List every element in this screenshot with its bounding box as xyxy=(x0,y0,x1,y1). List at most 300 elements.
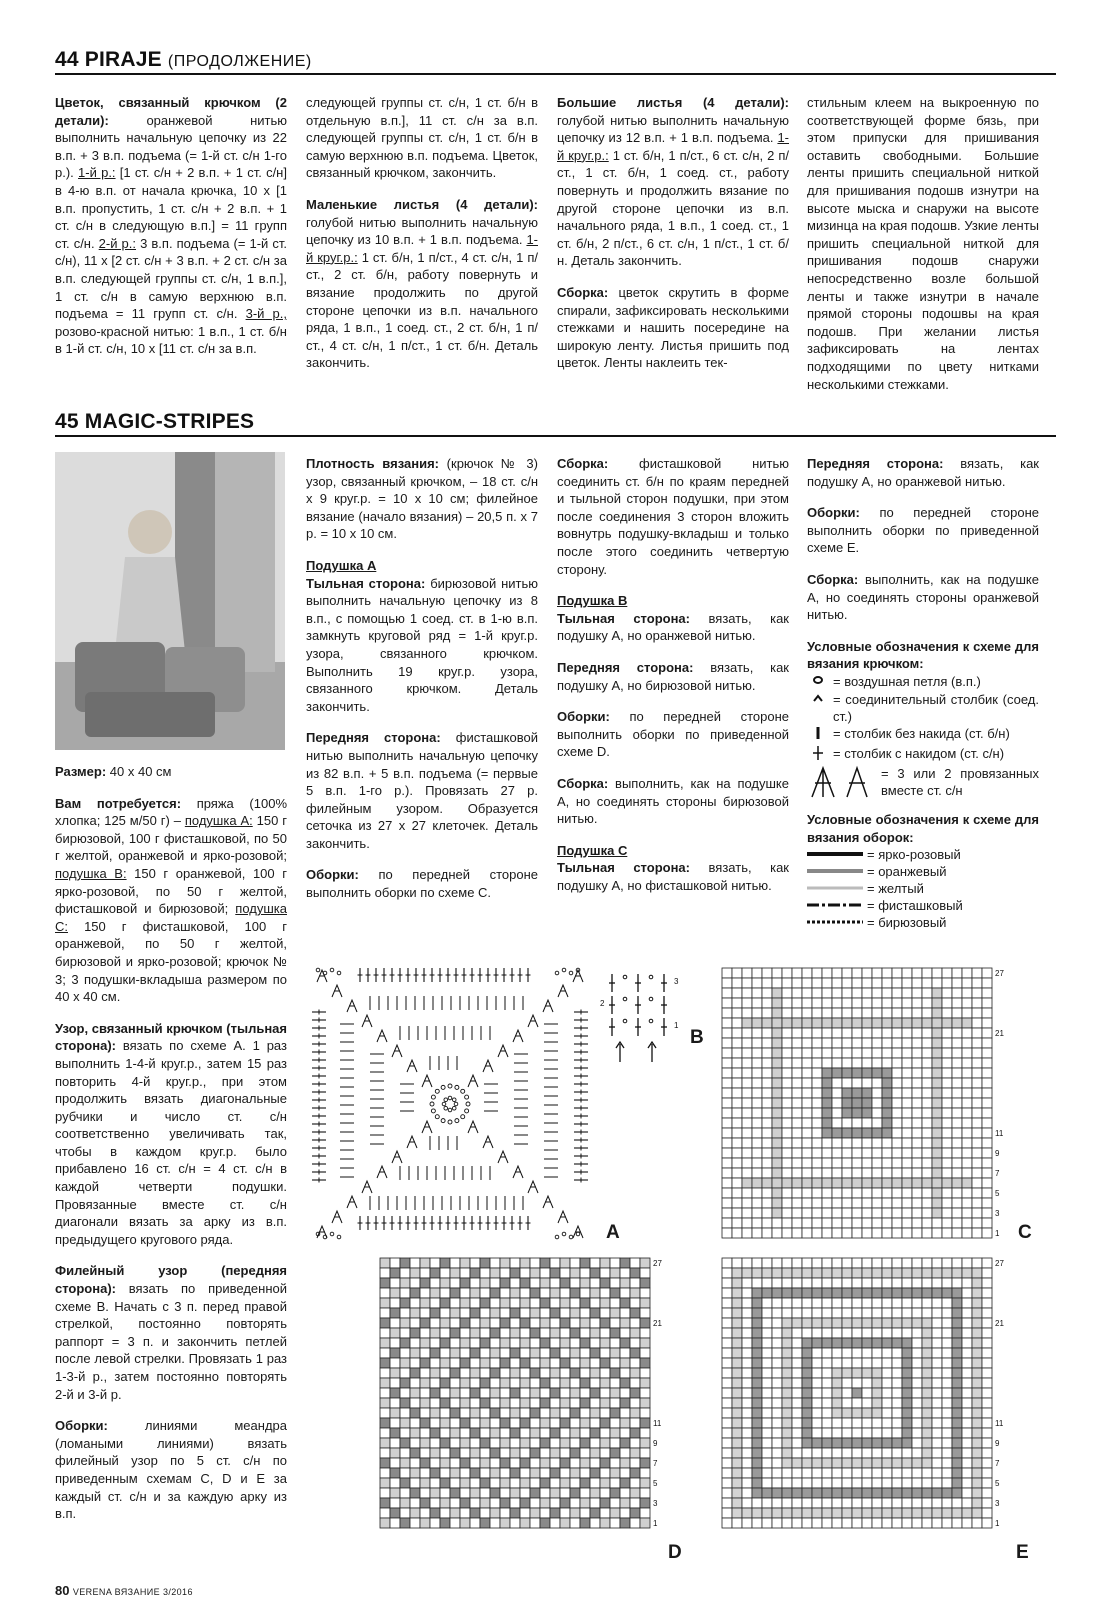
grid-cell xyxy=(570,1358,580,1368)
grid-cell xyxy=(772,1208,782,1218)
grid-cell xyxy=(580,1518,590,1528)
grid-cell xyxy=(510,1298,520,1308)
grid-cell xyxy=(822,1148,832,1158)
grid-cell xyxy=(802,1418,812,1428)
grid-cell xyxy=(832,1158,842,1168)
legend-line-row xyxy=(807,863,1039,880)
grid-cell xyxy=(470,1278,480,1288)
grid-cell xyxy=(500,1368,510,1378)
grid-cell xyxy=(962,1068,972,1078)
legend-line-row xyxy=(807,897,1039,914)
grid-cell xyxy=(922,1488,932,1498)
grid-cell xyxy=(410,1458,420,1468)
grid-cell xyxy=(722,1498,732,1508)
grid-cell xyxy=(742,1308,752,1318)
grid-cell xyxy=(490,1498,500,1508)
dc-cluster-symbol xyxy=(558,985,568,997)
grid-cell xyxy=(460,1398,470,1408)
grid-cell xyxy=(812,1288,822,1298)
grid-cell xyxy=(962,1158,972,1168)
grid-cell xyxy=(772,1058,782,1068)
grid-cell xyxy=(540,1318,550,1328)
grid-cell xyxy=(862,1438,872,1448)
grid-cell xyxy=(460,1418,470,1428)
grid-cell xyxy=(742,1228,752,1238)
grid-cell xyxy=(932,1128,942,1138)
grid-cell xyxy=(872,978,882,988)
grid-cell xyxy=(942,1318,952,1328)
grid-cell xyxy=(600,1428,610,1438)
grid-cell xyxy=(400,1418,410,1428)
grid-cell xyxy=(510,1458,520,1468)
grid-cell xyxy=(630,1328,640,1338)
grid-cell xyxy=(972,1148,982,1158)
grid-cell xyxy=(782,1428,792,1438)
grid-cell xyxy=(520,1408,530,1418)
grid-cell xyxy=(440,1498,450,1508)
grid-cell xyxy=(972,1028,982,1038)
grid-cell xyxy=(912,1508,922,1518)
grid-cell xyxy=(872,1268,882,1278)
grid-cell xyxy=(430,1278,440,1288)
grid-cell xyxy=(922,1078,932,1088)
grid-cell xyxy=(962,1148,972,1158)
grid-cell xyxy=(480,1398,490,1408)
grid-cell xyxy=(982,1028,992,1038)
grid-cell xyxy=(560,1398,570,1408)
grid-cell xyxy=(580,1478,590,1488)
grid-cell xyxy=(822,1118,832,1128)
grid-cell xyxy=(842,988,852,998)
grid-cell xyxy=(882,998,892,1008)
grid-cell xyxy=(962,1408,972,1418)
grid-cell xyxy=(812,1138,822,1148)
grid-cell xyxy=(640,1308,650,1318)
grid-cell xyxy=(640,1418,650,1428)
grid-cell xyxy=(490,1348,500,1358)
grid-cell xyxy=(410,1418,420,1428)
grid-cell xyxy=(832,1318,842,1328)
grid-cell xyxy=(832,1428,842,1438)
grid-cell xyxy=(852,1358,862,1368)
grid-cell xyxy=(852,1398,862,1408)
grid-cell xyxy=(892,1278,902,1288)
chain-symbol xyxy=(435,1089,439,1093)
grid-cell xyxy=(440,1278,450,1288)
row-number: 7 xyxy=(995,1459,1000,1468)
grid-cell xyxy=(782,1128,792,1138)
grid-cell xyxy=(722,1318,732,1328)
grid-cell xyxy=(872,1148,882,1158)
grid-cell xyxy=(530,1398,540,1408)
grid-cell xyxy=(400,1438,410,1448)
grid-cell xyxy=(732,1258,742,1268)
grid-cell xyxy=(410,1328,420,1338)
grid-cell xyxy=(912,1358,922,1368)
legend-text: = ярко-розовый xyxy=(867,847,961,863)
grid-cell xyxy=(872,1108,882,1118)
grid-cell xyxy=(630,1458,640,1468)
grid-cell xyxy=(430,1268,440,1278)
grid-cell xyxy=(802,978,812,988)
grid-cell xyxy=(380,1388,390,1398)
grid-cell xyxy=(630,1428,640,1438)
grid-cell xyxy=(530,1268,540,1278)
chain-symbol xyxy=(576,1232,580,1236)
grid-cell xyxy=(822,1158,832,1168)
grid-cell xyxy=(580,1398,590,1408)
grid-cell xyxy=(400,1318,410,1328)
chain-symbol xyxy=(555,1235,559,1239)
grid-cell xyxy=(470,1438,480,1448)
grid-cell xyxy=(570,1258,580,1268)
grid-cell xyxy=(942,1058,952,1068)
grid-cell xyxy=(912,1008,922,1018)
grid-cell xyxy=(912,968,922,978)
grid-cell xyxy=(620,1378,630,1388)
grid-cell xyxy=(742,1028,752,1038)
grid-cell xyxy=(812,1338,822,1348)
grid-cell xyxy=(802,1208,812,1218)
grid-cell xyxy=(732,1128,742,1138)
grid-cell xyxy=(902,1168,912,1178)
grid-cell xyxy=(942,1298,952,1308)
grid-cell xyxy=(420,1308,430,1318)
grid-cell xyxy=(792,1408,802,1418)
grid-cell xyxy=(590,1358,600,1368)
grid-cell xyxy=(852,1058,862,1068)
grid-cell xyxy=(932,1458,942,1468)
grid-cell xyxy=(590,1348,600,1358)
grid-cell xyxy=(832,1128,842,1138)
grid-cell xyxy=(982,1318,992,1328)
grid-cell xyxy=(902,1368,912,1378)
grid-cell xyxy=(902,1328,912,1338)
grid-cell xyxy=(852,1338,862,1348)
grid-cell xyxy=(962,1268,972,1278)
grid-cell xyxy=(972,1278,982,1288)
grid-cell xyxy=(762,1108,772,1118)
grid-cell xyxy=(732,1448,742,1458)
grid-cell xyxy=(540,1258,550,1268)
dc-cluster-symbol xyxy=(558,1211,568,1223)
grid-cell xyxy=(390,1518,400,1528)
grid-cell xyxy=(792,1108,802,1118)
grid-cell xyxy=(530,1298,540,1308)
grid-cell xyxy=(570,1508,580,1518)
grid-cell xyxy=(440,1288,450,1298)
grid-cell xyxy=(530,1278,540,1288)
grid-cell xyxy=(832,1088,842,1098)
grid-cell xyxy=(722,1158,732,1168)
grid-cell xyxy=(972,1418,982,1428)
grid-cell xyxy=(802,1508,812,1518)
grid-cell xyxy=(600,1278,610,1288)
grid-cell xyxy=(772,1098,782,1108)
grid-cell xyxy=(520,1438,530,1448)
legend-text: = 3 или 2 провязанных вместе ст. с/н xyxy=(881,765,1039,798)
grid-cell xyxy=(972,1208,982,1218)
grid-cell xyxy=(912,1068,922,1078)
grid-cell xyxy=(912,988,922,998)
grid-cell xyxy=(742,1278,752,1288)
grid-cell xyxy=(832,1058,842,1068)
grid-cell xyxy=(490,1448,500,1458)
chain-symbol xyxy=(569,971,573,975)
grid-cell xyxy=(852,1468,862,1478)
grid-cell xyxy=(610,1348,620,1358)
grid-cell xyxy=(852,1458,862,1468)
grid-cell xyxy=(732,1088,742,1098)
grid-cell xyxy=(812,1218,822,1228)
grid-cell xyxy=(872,1348,882,1358)
grid-cell xyxy=(902,988,912,998)
grid-cell xyxy=(892,1348,902,1358)
grid-cell xyxy=(892,1188,902,1198)
grid-cell xyxy=(722,1228,732,1238)
grid-cell xyxy=(490,1358,500,1368)
grid-cell xyxy=(550,1298,560,1308)
grid-cell xyxy=(892,1118,902,1128)
grid-cell xyxy=(390,1328,400,1338)
grid-cell xyxy=(822,1258,832,1268)
grid-cell xyxy=(812,1188,822,1198)
grid-cell xyxy=(550,1348,560,1358)
grid-cell xyxy=(722,1408,732,1418)
grid-cell xyxy=(762,1228,772,1238)
grid-cell xyxy=(640,1448,650,1458)
grid-cell xyxy=(932,1028,942,1038)
grid-cell xyxy=(762,1208,772,1218)
grid-cell xyxy=(500,1478,510,1488)
grid-cell xyxy=(852,1198,862,1208)
grid-cell xyxy=(390,1308,400,1318)
chart-d-label: D xyxy=(668,1542,682,1563)
grid-cell xyxy=(812,1348,822,1358)
grid-cell xyxy=(982,1158,992,1168)
grid-cell xyxy=(982,1328,992,1338)
grid-cell xyxy=(962,1488,972,1498)
grid-cell xyxy=(822,1228,832,1238)
grid-cell xyxy=(852,1288,862,1298)
grid-cell xyxy=(902,1198,912,1208)
grid-cell xyxy=(600,1368,610,1378)
grid-cell xyxy=(400,1268,410,1278)
grid-cell xyxy=(822,1318,832,1328)
grid-cell xyxy=(982,1468,992,1478)
grid-cell xyxy=(590,1278,600,1288)
grid-cell xyxy=(802,1338,812,1348)
grid-cell xyxy=(842,998,852,1008)
grid-cell xyxy=(942,1338,952,1348)
grid-cell xyxy=(490,1478,500,1488)
grid-cell xyxy=(922,1108,932,1118)
grid-cell xyxy=(772,988,782,998)
grid-cell xyxy=(812,1518,822,1528)
grid-cell xyxy=(630,1518,640,1528)
grid-cell xyxy=(892,1338,902,1348)
grid-cell xyxy=(590,1418,600,1428)
grid-cell xyxy=(570,1298,580,1308)
grid-cell xyxy=(802,1088,812,1098)
grid-cell xyxy=(440,1458,450,1468)
grid-cell xyxy=(962,1188,972,1198)
grid-cell xyxy=(610,1308,620,1318)
pillow-c-legend-text: Передняя сторона: вязать, как подушку А, но оранжевой нитью. Оборки: по передней стороне выполнить оборки по приведенной схеме Е. Сборка: выполнить, как на подушке А, но соединять стороны оранжевой нитью. Условные обозначения к схеме для вязания крючком: = воздушная петля (в.п.) = соединительный столбик (соед. ст.) = столбик без накида (ст. б/н) = столбик с накидом (ст. с/н) = 3 или 2 провязанных вместе ст. с/н Условные обозначения к схеме для вязания оборок: = ярко-розовый = оранжевый = желтый = фисташковый = бирюзовый xyxy=(807,456,1039,931)
grid-cell xyxy=(912,1148,922,1158)
row-number: 1 xyxy=(674,1021,679,1030)
grid-cell xyxy=(752,1098,762,1108)
grid-cell xyxy=(490,1258,500,1268)
grid-cell xyxy=(962,1058,972,1068)
grid-cell xyxy=(792,1468,802,1478)
grid-cell xyxy=(982,1188,992,1198)
grid-cell xyxy=(802,1408,812,1418)
grid-cell xyxy=(882,978,892,988)
grid-cell xyxy=(862,1208,872,1218)
grid-cell xyxy=(872,1098,882,1108)
grid-cell xyxy=(500,1298,510,1308)
grid-cell xyxy=(752,1418,762,1428)
grid-cell xyxy=(872,1458,882,1468)
grid-cell xyxy=(752,1148,762,1158)
grid-cell xyxy=(440,1388,450,1398)
grid-cell xyxy=(380,1398,390,1408)
grid-cell xyxy=(822,1168,832,1178)
grid-cell xyxy=(802,1468,812,1478)
grid-cell xyxy=(852,1188,862,1198)
dc-cluster-icon xyxy=(807,765,877,803)
grid-cell xyxy=(610,1448,620,1458)
grid-cell xyxy=(410,1378,420,1388)
grid-cell xyxy=(862,1408,872,1418)
grid-cell xyxy=(862,1018,872,1028)
grid-cell xyxy=(400,1408,410,1418)
grid-cell xyxy=(892,1048,902,1058)
grid-cell xyxy=(862,1068,872,1078)
grid-cell xyxy=(912,1418,922,1428)
grid-cell xyxy=(560,1298,570,1308)
grid-cell xyxy=(550,1428,560,1438)
chain-symbol xyxy=(330,1232,334,1236)
grid-cell xyxy=(410,1318,420,1328)
grid-cell xyxy=(590,1498,600,1508)
grid-cell xyxy=(520,1338,530,1348)
grid-cell xyxy=(792,1128,802,1138)
grid-cell xyxy=(782,1368,792,1378)
grid-cell xyxy=(982,1438,992,1448)
grid-cell xyxy=(872,1408,882,1418)
chain-symbol xyxy=(461,1089,465,1093)
grid-cell xyxy=(982,1298,992,1308)
grid-cell xyxy=(640,1288,650,1298)
dc-cluster-symbol xyxy=(332,985,342,997)
grid-cell xyxy=(742,1398,752,1408)
grid-cell xyxy=(570,1338,580,1348)
grid-cell xyxy=(772,1218,782,1228)
grid-cell xyxy=(832,1418,842,1428)
grid-cell xyxy=(882,968,892,978)
grid-cell xyxy=(972,1288,982,1298)
grid-cell xyxy=(902,1398,912,1408)
grid-cell xyxy=(882,1518,892,1528)
grid-cell xyxy=(390,1448,400,1458)
grid-cell xyxy=(902,1278,912,1288)
grid-cell xyxy=(932,1468,942,1478)
grid-cell xyxy=(952,1178,962,1188)
grid-cell xyxy=(732,1318,742,1328)
grid-cell xyxy=(952,1448,962,1458)
grid-cell xyxy=(732,1488,742,1498)
grid-cell xyxy=(782,1288,792,1298)
grid-cell xyxy=(932,1328,942,1338)
crochet-legend xyxy=(807,673,1039,803)
grid-cell xyxy=(722,1188,732,1198)
grid-cell xyxy=(490,1328,500,1338)
grid-cell xyxy=(952,1188,962,1198)
grid-cell xyxy=(560,1428,570,1438)
grid-cell xyxy=(972,1498,982,1508)
grid-cell xyxy=(882,1128,892,1138)
grid-cell xyxy=(792,1338,802,1348)
grid-cell xyxy=(570,1288,580,1298)
grid-cell xyxy=(420,1358,430,1368)
grid-cell xyxy=(752,1108,762,1118)
grid-cell xyxy=(470,1498,480,1508)
grid-cell xyxy=(620,1308,630,1318)
grid-cell xyxy=(742,968,752,978)
grid-cell xyxy=(550,1318,560,1328)
grid-cell xyxy=(550,1268,560,1278)
grid-cell xyxy=(982,1128,992,1138)
grid-cell xyxy=(982,1398,992,1408)
grid-cell xyxy=(560,1448,570,1458)
grid-cell xyxy=(752,1138,762,1148)
grid-cell xyxy=(520,1308,530,1318)
dc-cluster-symbol xyxy=(528,1015,538,1027)
grid-cell xyxy=(420,1438,430,1448)
grid-cell xyxy=(470,1328,480,1338)
grid-cell xyxy=(732,1208,742,1218)
grid-cell xyxy=(580,1348,590,1358)
grid-cell xyxy=(772,1018,782,1028)
grid-cell xyxy=(912,1138,922,1148)
grid-cell xyxy=(470,1288,480,1298)
grid-cell xyxy=(922,978,932,988)
grid-cell xyxy=(430,1348,440,1358)
grid-cell xyxy=(440,1428,450,1438)
grid-cell xyxy=(752,1308,762,1318)
grid-cell xyxy=(972,1258,982,1268)
grid-cell xyxy=(802,1138,812,1148)
grid-cell xyxy=(550,1408,560,1418)
grid-cell xyxy=(792,1378,802,1388)
grid-cell xyxy=(782,1118,792,1128)
grid-cell xyxy=(440,1508,450,1518)
grid-cell xyxy=(792,1478,802,1488)
grid-cell xyxy=(782,1338,792,1348)
grid-cell xyxy=(460,1298,470,1308)
grid-cell xyxy=(922,1448,932,1458)
grid-cell xyxy=(450,1258,460,1268)
grid-cell xyxy=(620,1458,630,1468)
grid-cell xyxy=(380,1308,390,1318)
grid-cell xyxy=(390,1298,400,1308)
grid-cell xyxy=(952,1498,962,1508)
grid-cell xyxy=(872,1438,882,1448)
grid-cell xyxy=(822,1348,832,1358)
row-number: 3 xyxy=(995,1209,1000,1218)
